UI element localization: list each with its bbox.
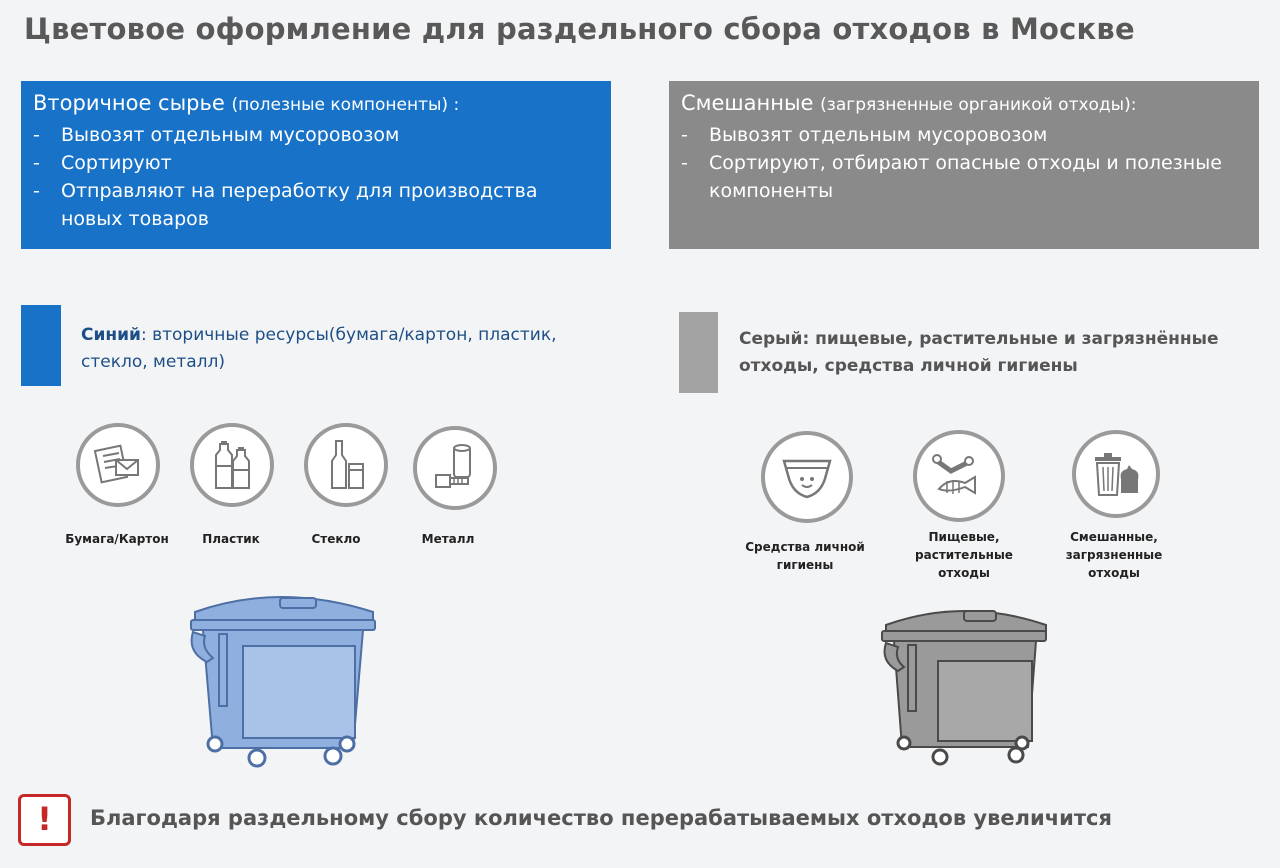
trash-can-icon <box>1072 430 1160 518</box>
recyclable-list <box>33 121 599 233</box>
blue-color-name: Синий <box>81 325 141 345</box>
page-title: Цветовое оформление для раздельного сбора отходов в Москве <box>24 12 1135 46</box>
gray-category-text: Серый: пищевые, растительные и загрязнённые отходы, средства личной гигиены <box>739 329 1219 376</box>
blue-category-text <box>81 322 621 376</box>
recyclable-heading-sub: (полезные компоненты) : <box>231 95 460 115</box>
recyclable-heading-main: Вторичное сырье <box>33 91 225 115</box>
list-item: - Вывозят отдельным мусоровозом <box>33 121 599 149</box>
blue-color-swatch <box>21 305 61 386</box>
gray-color-swatch <box>679 312 718 393</box>
recyclable-heading <box>33 89 599 119</box>
glass-label: Стекло <box>311 532 361 546</box>
list-item: - Сортируют <box>33 149 599 177</box>
blue-category-description: : вторичные ресурсы(бумага/картон, пластик, стекло, металл) <box>81 325 557 372</box>
recyclable-info-box <box>21 81 611 249</box>
mixed-list <box>681 121 1247 205</box>
plastic-bottles-icon <box>190 423 274 507</box>
food-label: Пищевые, растительные отходы <box>915 530 1013 580</box>
list-item: - Сортируют, отбирают опасные отходы и полезные компоненты <box>681 149 1247 205</box>
gray-container-image <box>878 605 1050 773</box>
mixed-heading-main: Смешанные <box>681 91 814 115</box>
paper-label: Бумага/Картон <box>65 532 169 546</box>
list-item: - Вывозят отдельным мусоровозом <box>681 121 1247 149</box>
mixed-info-box <box>669 81 1259 249</box>
metal-label: Металл <box>421 532 475 546</box>
glass-bottles-icon <box>304 423 388 507</box>
footer-note: Благодаря раздельному сбору количество перерабатываемых отходов увеличится <box>90 806 1112 830</box>
diaper-icon <box>761 431 853 523</box>
hygiene-label: Средства личной гигиены <box>745 540 865 572</box>
mixed-heading-sub: (загрязненные органикой отходы): <box>820 95 1137 115</box>
mixed-heading <box>681 89 1247 119</box>
blue-container-image <box>185 590 380 775</box>
mixed-label: Смешанные, загрязненные отходы <box>1065 530 1163 580</box>
metal-can-icon <box>413 426 497 510</box>
plastic-label: Пластик <box>202 532 260 546</box>
alert-icon: ! <box>18 794 71 846</box>
food-waste-icon <box>913 430 1005 522</box>
list-item: - Отправляют на переработку для производства новых товаров <box>33 177 599 233</box>
paper-icon <box>76 423 160 507</box>
